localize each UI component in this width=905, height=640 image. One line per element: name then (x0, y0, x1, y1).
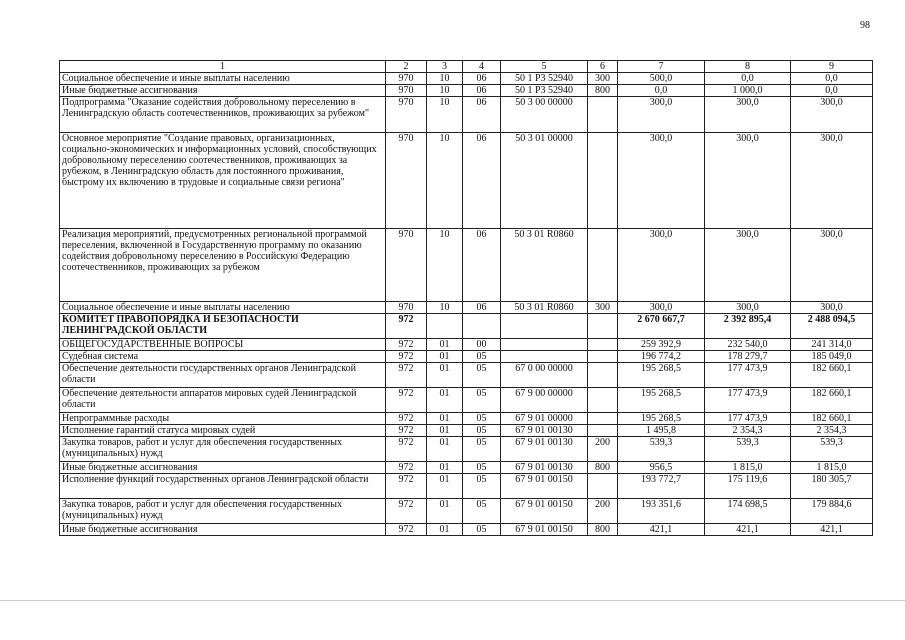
expense-type-cell: 200 (588, 499, 618, 524)
target-article-cell: 67 9 01 00150 (501, 474, 588, 499)
subsection-code-cell: 06 (463, 302, 501, 314)
table-row (60, 314, 873, 339)
row-name-cell: Исполнение функций государственных органов Ленинградской области (60, 474, 386, 499)
column-header: 3 (427, 61, 463, 73)
grbs-code-cell: 972 (386, 363, 427, 388)
expense-type-cell: 800 (588, 524, 618, 536)
amount-year-3-cell: 180 305,7 (791, 474, 873, 499)
row-name-cell: Основное мероприятие "Создание правовых, организационных, социально-экономических и информационных условий, способствующих добровольному переселению соотечественников, проживающих за рубежом, в Ленинградскую область для постоянного проживания, быстрому их включению в трудовые и социальные связи региона" (60, 133, 386, 229)
grbs-code-cell: 970 (386, 73, 427, 85)
expense-type-cell: 200 (588, 437, 618, 462)
amount-year-3-cell: 182 660,1 (791, 388, 873, 413)
section-code-cell: 10 (427, 229, 463, 302)
table-body (60, 73, 873, 536)
target-article-cell: 67 9 00 00000 (501, 388, 588, 413)
grbs-code-cell: 972 (386, 314, 427, 339)
amount-year-2-cell: 421,1 (705, 524, 791, 536)
page-edge-divider (0, 600, 905, 601)
column-header: 9 (791, 61, 873, 73)
amount-year-3-cell: 300,0 (791, 97, 873, 133)
row-name-cell: Иные бюджетные ассигнования (60, 462, 386, 474)
table-row (60, 437, 873, 462)
row-name-cell: Реализация мероприятий, предусмотренных региональной программой переселения, включенной в Государственную программу по оказанию содействия добровольному переселению в Российскую Федерацию соотечественников, проживающих за рубежом (60, 229, 386, 302)
page-number: 98 (860, 20, 870, 31)
amount-year-1-cell: 196 774,2 (618, 351, 705, 363)
amount-year-2-cell: 2 392 895,4 (705, 314, 791, 339)
column-header: 2 (386, 61, 427, 73)
expense-type-cell: 800 (588, 462, 618, 474)
expense-type-cell (588, 425, 618, 437)
table-row (60, 97, 873, 133)
expense-type-cell: 300 (588, 73, 618, 85)
expense-type-cell (588, 351, 618, 363)
amount-year-2-cell: 177 473,9 (705, 388, 791, 413)
grbs-code-cell: 972 (386, 425, 427, 437)
row-name-cell: КОМИТЕТ ПРАВОПОРЯДКА И БЕЗОПАСНОСТИ ЛЕНИНГРАДСКОЙ ОБЛАСТИ (60, 314, 386, 339)
section-code-cell: 10 (427, 85, 463, 97)
expense-type-cell (588, 314, 618, 339)
amount-year-1-cell: 0,0 (618, 85, 705, 97)
expense-type-cell (588, 413, 618, 425)
amount-year-3-cell: 182 660,1 (791, 363, 873, 388)
subsection-code-cell: 06 (463, 229, 501, 302)
table-row (60, 229, 873, 302)
column-header: 5 (501, 61, 588, 73)
target-article-cell: 67 9 01 00150 (501, 499, 588, 524)
amount-year-1-cell: 300,0 (618, 133, 705, 229)
amount-year-1-cell: 300,0 (618, 302, 705, 314)
table-header-row (60, 61, 873, 73)
subsection-code-cell: 06 (463, 73, 501, 85)
row-name-cell: Закупка товаров, работ и услуг для обеспечения государственных (муниципальных) нужд (60, 437, 386, 462)
amount-year-2-cell: 177 473,9 (705, 363, 791, 388)
table-row (60, 85, 873, 97)
target-article-cell (501, 351, 588, 363)
amount-year-2-cell: 2 354,3 (705, 425, 791, 437)
amount-year-1-cell: 195 268,5 (618, 388, 705, 413)
grbs-code-cell: 970 (386, 85, 427, 97)
table-row (60, 499, 873, 524)
target-article-cell: 67 0 00 00000 (501, 363, 588, 388)
section-code-cell: 01 (427, 524, 463, 536)
amount-year-2-cell: 177 473,9 (705, 413, 791, 425)
target-article-cell: 50 3 01 R0860 (501, 302, 588, 314)
grbs-code-cell: 972 (386, 388, 427, 413)
subsection-code-cell: 05 (463, 499, 501, 524)
table-row (60, 339, 873, 351)
grbs-code-cell: 972 (386, 437, 427, 462)
table-row (60, 413, 873, 425)
subsection-code-cell: 00 (463, 339, 501, 351)
target-article-cell: 50 3 01 00000 (501, 133, 588, 229)
amount-year-1-cell: 2 670 667,7 (618, 314, 705, 339)
amount-year-3-cell: 185 049,0 (791, 351, 873, 363)
expense-type-cell (588, 339, 618, 351)
row-name-cell: Исполнение гарантий статуса мировых судей (60, 425, 386, 437)
amount-year-2-cell: 300,0 (705, 229, 791, 302)
expense-type-cell (588, 97, 618, 133)
row-name-cell: Обеспечение деятельности государственных органов Ленинградской области (60, 363, 386, 388)
target-article-cell: 67 9 01 00130 (501, 437, 588, 462)
expense-type-cell: 800 (588, 85, 618, 97)
subsection-code-cell: 05 (463, 425, 501, 437)
expense-type-cell (588, 363, 618, 388)
grbs-code-cell: 972 (386, 499, 427, 524)
row-name-cell: Закупка товаров, работ и услуг для обеспечения государственных (муниципальных) нужд (60, 499, 386, 524)
subsection-code-cell: 06 (463, 97, 501, 133)
target-article-cell: 67 9 01 00150 (501, 524, 588, 536)
amount-year-2-cell: 1 000,0 (705, 85, 791, 97)
grbs-code-cell: 972 (386, 462, 427, 474)
amount-year-2-cell: 232 540,0 (705, 339, 791, 351)
amount-year-1-cell: 421,1 (618, 524, 705, 536)
expense-type-cell (588, 133, 618, 229)
table-row (60, 73, 873, 85)
grbs-code-cell: 972 (386, 351, 427, 363)
target-article-cell (501, 339, 588, 351)
amount-year-3-cell: 421,1 (791, 524, 873, 536)
section-code-cell (427, 314, 463, 339)
amount-year-1-cell: 1 495,8 (618, 425, 705, 437)
grbs-code-cell: 970 (386, 97, 427, 133)
row-name-cell: Обеспечение деятельности аппаратов мировых судей Ленинградской области (60, 388, 386, 413)
table-row (60, 462, 873, 474)
target-article-cell: 50 1 Р3 52940 (501, 85, 588, 97)
table-row (60, 363, 873, 388)
column-header: 7 (618, 61, 705, 73)
section-code-cell: 01 (427, 388, 463, 413)
grbs-code-cell: 972 (386, 413, 427, 425)
amount-year-1-cell: 193 772,7 (618, 474, 705, 499)
section-code-cell: 01 (427, 363, 463, 388)
amount-year-3-cell: 300,0 (791, 133, 873, 229)
grbs-code-cell: 972 (386, 524, 427, 536)
row-name-cell: ОБЩЕГОСУДАРСТВЕННЫЕ ВОПРОСЫ (60, 339, 386, 351)
subsection-code-cell: 05 (463, 462, 501, 474)
budget-table (59, 60, 873, 536)
amount-year-3-cell: 300,0 (791, 229, 873, 302)
column-header: 4 (463, 61, 501, 73)
row-name-cell: Социальное обеспечение и иные выплаты населению (60, 302, 386, 314)
subsection-code-cell: 05 (463, 351, 501, 363)
amount-year-3-cell: 2 488 094,5 (791, 314, 873, 339)
subsection-code-cell (463, 314, 501, 339)
subsection-code-cell: 06 (463, 85, 501, 97)
row-name-cell: Непрограммные расходы (60, 413, 386, 425)
target-article-cell: 50 1 Р3 52940 (501, 73, 588, 85)
amount-year-1-cell: 956,5 (618, 462, 705, 474)
subsection-code-cell: 05 (463, 474, 501, 499)
section-code-cell: 10 (427, 73, 463, 85)
table-row (60, 474, 873, 499)
amount-year-3-cell: 182 660,1 (791, 413, 873, 425)
row-name-cell: Иные бюджетные ассигнования (60, 85, 386, 97)
amount-year-1-cell: 300,0 (618, 229, 705, 302)
amount-year-3-cell: 2 354,3 (791, 425, 873, 437)
amount-year-1-cell: 500,0 (618, 73, 705, 85)
subsection-code-cell: 05 (463, 524, 501, 536)
target-article-cell: 67 9 01 00130 (501, 425, 588, 437)
target-article-cell: 67 9 01 00130 (501, 462, 588, 474)
amount-year-2-cell: 175 119,6 (705, 474, 791, 499)
section-code-cell: 01 (427, 413, 463, 425)
amount-year-1-cell: 193 351,6 (618, 499, 705, 524)
column-header: 1 (60, 61, 386, 73)
amount-year-1-cell: 539,3 (618, 437, 705, 462)
column-header: 8 (705, 61, 791, 73)
section-code-cell: 01 (427, 437, 463, 462)
subsection-code-cell: 06 (463, 133, 501, 229)
row-name-cell: Судебная система (60, 351, 386, 363)
grbs-code-cell: 972 (386, 474, 427, 499)
expense-type-cell (588, 474, 618, 499)
target-article-cell: 50 3 00 00000 (501, 97, 588, 133)
amount-year-3-cell: 0,0 (791, 73, 873, 85)
amount-year-2-cell: 1 815,0 (705, 462, 791, 474)
amount-year-2-cell: 300,0 (705, 97, 791, 133)
section-code-cell: 01 (427, 462, 463, 474)
table-row (60, 524, 873, 536)
table-row (60, 351, 873, 363)
target-article-cell: 50 3 01 R0860 (501, 229, 588, 302)
table-row (60, 388, 873, 413)
section-code-cell: 10 (427, 302, 463, 314)
target-article-cell (501, 314, 588, 339)
section-code-cell: 01 (427, 339, 463, 351)
section-code-cell: 01 (427, 499, 463, 524)
amount-year-2-cell: 0,0 (705, 73, 791, 85)
section-code-cell: 10 (427, 133, 463, 229)
grbs-code-cell: 970 (386, 302, 427, 314)
amount-year-1-cell: 195 268,5 (618, 363, 705, 388)
table-row (60, 302, 873, 314)
section-code-cell: 01 (427, 474, 463, 499)
grbs-code-cell: 970 (386, 133, 427, 229)
amount-year-3-cell: 539,3 (791, 437, 873, 462)
section-code-cell: 01 (427, 425, 463, 437)
amount-year-3-cell: 1 815,0 (791, 462, 873, 474)
amount-year-1-cell: 259 392,9 (618, 339, 705, 351)
section-code-cell: 01 (427, 351, 463, 363)
row-name-cell: Социальное обеспечение и иные выплаты населению (60, 73, 386, 85)
expense-type-cell (588, 388, 618, 413)
amount-year-2-cell: 300,0 (705, 133, 791, 229)
amount-year-2-cell: 300,0 (705, 302, 791, 314)
amount-year-3-cell: 0,0 (791, 85, 873, 97)
amount-year-2-cell: 178 279,7 (705, 351, 791, 363)
amount-year-3-cell: 179 884,6 (791, 499, 873, 524)
row-name-cell: Иные бюджетные ассигнования (60, 524, 386, 536)
subsection-code-cell: 05 (463, 437, 501, 462)
column-header: 6 (588, 61, 618, 73)
amount-year-3-cell: 241 314,0 (791, 339, 873, 351)
table-row (60, 425, 873, 437)
amount-year-1-cell: 195 268,5 (618, 413, 705, 425)
amount-year-3-cell: 300,0 (791, 302, 873, 314)
grbs-code-cell: 970 (386, 229, 427, 302)
target-article-cell: 67 9 01 00000 (501, 413, 588, 425)
subsection-code-cell: 05 (463, 363, 501, 388)
amount-year-2-cell: 174 698,5 (705, 499, 791, 524)
subsection-code-cell: 05 (463, 388, 501, 413)
grbs-code-cell: 972 (386, 339, 427, 351)
table-row (60, 133, 873, 229)
expense-type-cell: 300 (588, 302, 618, 314)
expense-type-cell (588, 229, 618, 302)
row-name-cell: Подпрограмма "Оказание содействия добровольному переселению в Ленинградскую область соотечественников, проживающих за рубежом" (60, 97, 386, 133)
amount-year-1-cell: 300,0 (618, 97, 705, 133)
subsection-code-cell: 05 (463, 413, 501, 425)
section-code-cell: 10 (427, 97, 463, 133)
amount-year-2-cell: 539,3 (705, 437, 791, 462)
